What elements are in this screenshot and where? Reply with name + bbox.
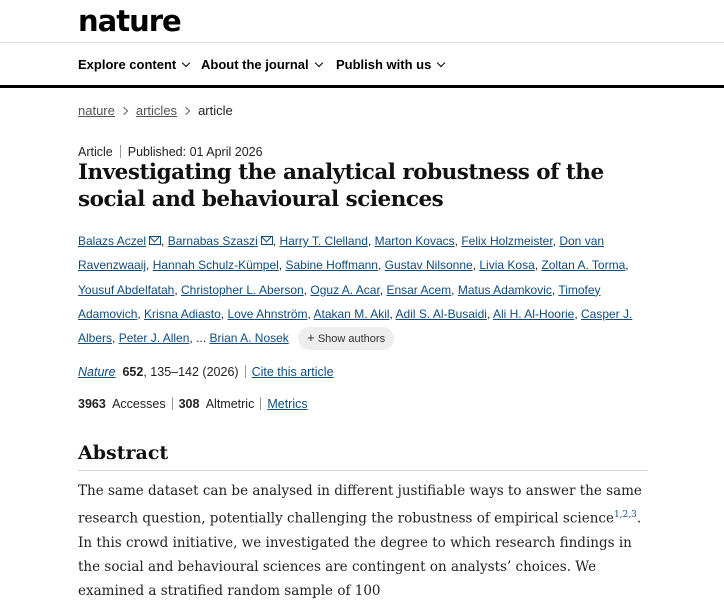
chevron-right-icon — [120, 107, 128, 115]
chevron-down-icon — [314, 59, 322, 67]
main-nav — [0, 43, 724, 88]
plus-icon: + — [307, 330, 315, 346]
show-authors-button[interactable] — [298, 327, 394, 350]
article-meta — [78, 145, 263, 159]
author-link[interactable]: Hannah Schulz-Kümpel — [152, 258, 279, 273]
nav-explore-content[interactable] — [78, 57, 189, 72]
author-link[interactable]: Brian A. Nosek — [209, 331, 289, 346]
nav-label: About the journal — [201, 57, 309, 72]
author-link[interactable]: Peter J. Allen — [118, 331, 190, 346]
abstract-heading: Abstract — [78, 442, 169, 464]
author-link[interactable]: Sabine Hoffmann — [285, 258, 378, 273]
divider — [120, 145, 121, 158]
article-title: Investigating the analytical robustness of the social and behavioural sciences — [78, 160, 604, 212]
altmetric-count: 308 — [178, 397, 200, 411]
metrics-link[interactable]: Metrics — [267, 397, 308, 411]
author-link[interactable]: Felix Holzmeister — [461, 234, 553, 248]
cite-this-article-link[interactable]: Cite this article — [251, 365, 334, 379]
journal-link[interactable]: Nature — [78, 365, 116, 379]
breadcrumb — [78, 103, 233, 118]
abstract-text — [78, 479, 648, 603]
nav-publish-with-us[interactable] — [336, 57, 444, 72]
author-link[interactable]: Adil S. Al-Busaidi — [395, 306, 487, 321]
author-link[interactable]: Christopher L. Aberson — [180, 282, 304, 297]
citation-line — [78, 365, 334, 379]
mail-icon[interactable] — [261, 236, 273, 245]
divider — [260, 397, 261, 410]
reference-link[interactable]: 1,2,3 — [613, 510, 637, 520]
abstract-body: The same dataset can be analysed in different justifiable ways to answer the same research question, potentially challenging the robustness of empirical science — [78, 483, 642, 527]
author-link[interactable]: Barnabas Szaszi — [167, 234, 258, 248]
chevron-down-icon — [437, 59, 445, 67]
author-link[interactable]: Love Ahnström — [227, 306, 308, 321]
author-link[interactable]: Oguz A. Acar — [310, 282, 380, 297]
author-link[interactable]: Yousuf Abdelfatah — [78, 282, 175, 297]
breadcrumb-articles[interactable]: articles — [135, 103, 178, 118]
author-list: Balazs Aczel , Barnabas Szaszi , Harry T. Clelland, Marton Kovacs, Felix Holzmeister, Don van Ravenzwaaij, Hannah Schulz-Kümpel, Sabine Hoffmann, Gustav Nilsonne, Livia Kosa, Zoltan A. Torma, Yousuf Abdelfatah, Christopher L. Aberson, Oguz A. Acar, Ensar Acem, Matus Adamkovic, Timofey Adamovich, Krisna Adiasto, Love Ahnström, Atakan M. Akil, Adil S. Al-Busaidi, Ali H. Al-Hoorie, Casper J. Albers, Peter J. Allen, ... Brian A. Nosek + Show authors — [78, 229, 648, 350]
chevron-right-icon — [182, 107, 190, 115]
published-date: Published: 01 April 2026 — [127, 145, 263, 159]
author-ellipsis: ... — [196, 331, 207, 346]
reference-citation — [614, 510, 637, 520]
author-link[interactable]: Balazs Aczel — [78, 234, 147, 248]
nav-about-journal[interactable] — [201, 57, 322, 72]
altmetric-label: Altmetric — [205, 397, 255, 411]
author-link[interactable]: Don van Ravenzwaaij — [78, 234, 605, 273]
author-link[interactable]: Harry T. Clelland — [279, 234, 368, 248]
section-divider — [78, 470, 648, 471]
author-link[interactable]: Livia Kosa — [479, 258, 535, 273]
mail-icon[interactable] — [149, 236, 161, 245]
author-link[interactable]: Marton Kovacs — [374, 234, 455, 248]
pages-year: , 135–142 (2026) — [143, 365, 239, 379]
breadcrumb-current: article — [198, 103, 233, 118]
author-link[interactable]: Ali H. Al-Hoorie — [492, 306, 575, 321]
abstract-body-continued: . In this crowd initiative, we investigated the degree to which research findings in the social and behavioural sciences are contingent on analysts’ choices. We examined a stratified random sample of 100 — [78, 510, 642, 599]
chevron-down-icon — [182, 59, 190, 67]
author-link[interactable]: Krisna Adiasto — [144, 306, 221, 321]
breadcrumb-nature[interactable]: nature — [78, 103, 115, 118]
author-link[interactable]: Ensar Acem — [386, 282, 452, 297]
divider — [172, 397, 173, 410]
author-link[interactable]: Zoltan A. Torma — [541, 258, 626, 273]
accesses-label: Accesses — [112, 397, 166, 411]
author-link[interactable]: Casper J. Albers — [78, 306, 633, 346]
article-type: Article — [78, 145, 113, 159]
nav-label: Publish with us — [336, 57, 432, 72]
author-link[interactable]: Atakan M. Akil — [313, 306, 390, 321]
author-link[interactable]: Matus Adamkovic — [457, 282, 552, 297]
site-header — [0, 0, 724, 43]
divider — [245, 365, 246, 378]
nature-logo[interactable]: nature — [78, 4, 181, 38]
nav-label: Explore content — [78, 57, 177, 72]
author-link[interactable]: Timofey Adamovich — [78, 282, 601, 321]
show-authors-label: Show authors — [317, 333, 386, 346]
author-link[interactable]: Gustav Nilsonne — [384, 258, 473, 273]
volume: 652 — [122, 365, 144, 379]
article-metrics — [78, 397, 308, 411]
accesses-count: 3963 — [78, 397, 106, 411]
